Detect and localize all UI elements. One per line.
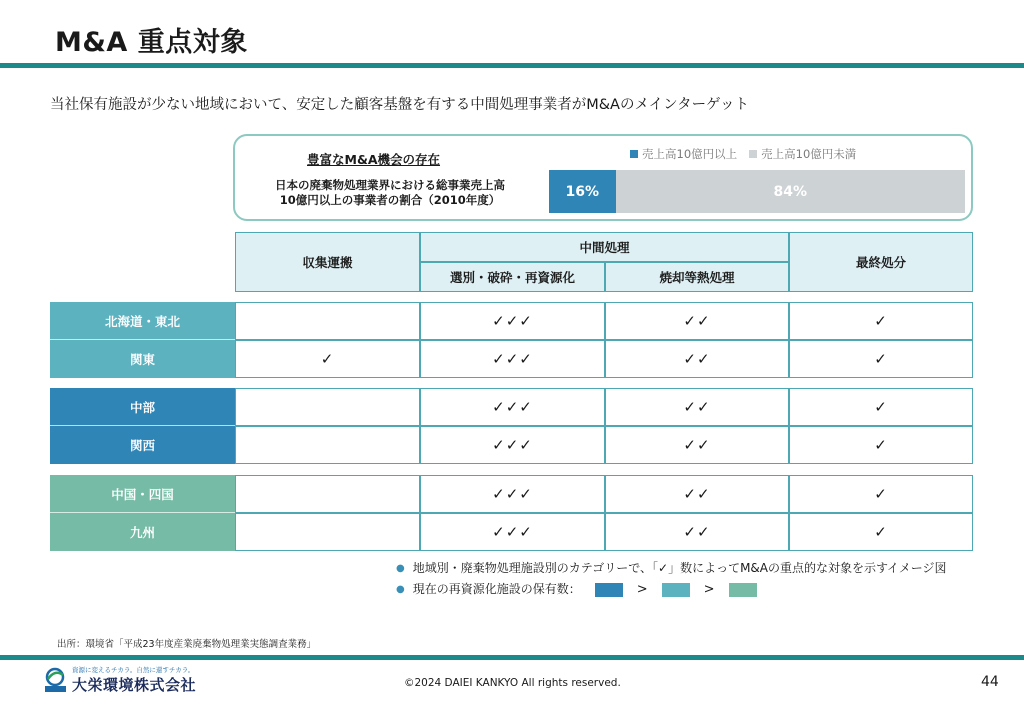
summary-subtitle-line2: 10億円以上の事業者の割合（2010年度） (279, 193, 501, 207)
check-cell-incineration: ✓✓ (605, 513, 789, 551)
note-2 (396, 579, 947, 600)
summary-box (233, 134, 973, 221)
region-label: 北海道・東北 (50, 302, 235, 340)
facility-swatch-3 (729, 583, 757, 597)
notes (396, 558, 947, 600)
summary-subtitle-line1: 日本の廃棄物処理業界における総事業売上高 (275, 178, 505, 192)
check-cell-collection (235, 475, 420, 513)
region-label: 関東 (50, 340, 235, 378)
facility-swatch-2 (662, 583, 690, 597)
check-cell-collection (235, 513, 420, 551)
note-2-text: 現在の再資源化施設の保有数： (412, 582, 581, 596)
region-label: 中部 (50, 388, 235, 426)
legend-label-small: 売上高10億円未満 (761, 147, 857, 161)
copyright: ©2024 DAIEI KANKYO All rights reserved. (404, 677, 621, 689)
legend-item-small (749, 146, 856, 162)
header-final: 最終処分 (789, 232, 973, 292)
check-cell-final: ✓ (789, 475, 973, 513)
legend-item-large (630, 146, 737, 162)
logo-text (72, 665, 196, 695)
check-cell-collection (235, 426, 420, 464)
greater-than-1: > (636, 582, 648, 597)
check-cell-sorting: ✓✓✓ (420, 302, 605, 340)
share-bar-large: 16% (549, 170, 616, 213)
check-cell-sorting: ✓✓✓ (420, 513, 605, 551)
check-cell-final: ✓ (789, 302, 973, 340)
check-cell-sorting: ✓✓✓ (420, 475, 605, 513)
check-cell-collection (235, 302, 420, 340)
check-cell-final: ✓ (789, 388, 973, 426)
check-cell-incineration: ✓✓ (605, 475, 789, 513)
check-cell-sorting: ✓✓✓ (420, 340, 605, 378)
bullet-icon: ● (396, 563, 405, 574)
note-1 (396, 558, 947, 579)
header-divider (0, 63, 1024, 68)
summary-title: 豊富なM&A機会の存在 (307, 152, 441, 167)
page-number: 44 (981, 674, 999, 690)
check-cell-sorting: ✓✓✓ (420, 426, 605, 464)
share-bar-small: 84% (616, 170, 965, 213)
header-incineration: 焼却等熱処理 (605, 262, 789, 292)
legend-label-large: 売上高10億円以上 (642, 147, 738, 161)
bar-legend (630, 146, 856, 162)
region-label: 中国・四国 (50, 475, 235, 513)
legend-swatch-small (749, 150, 757, 158)
greater-than-2: > (703, 582, 715, 597)
source-note: 出所：環境省「平成23年度産業廃棄物処理業実態調査業務」 (57, 639, 317, 650)
region-label: 九州 (50, 513, 235, 551)
check-cell-final: ✓ (789, 426, 973, 464)
check-cell-collection: ✓ (235, 340, 420, 378)
check-cell-final: ✓ (789, 513, 973, 551)
check-cell-collection (235, 388, 420, 426)
note-1-text: 地域別・廃棄物処理施設別のカテゴリーで、「✓」数によってM&Aの重点的な対象を示すイメージ図 (412, 561, 947, 575)
bullet-icon: ● (396, 584, 405, 595)
header-collection: 収集運搬 (235, 232, 420, 292)
summary-subtitle (245, 178, 535, 208)
region-label: 関西 (50, 426, 235, 464)
logo-mark-icon (43, 667, 68, 693)
page-title: M&A 重点対象 (55, 27, 248, 58)
header-intermediate: 中間処理 (420, 232, 789, 262)
legend-swatch-large (630, 150, 638, 158)
footer-divider (0, 655, 1024, 660)
company-logo (43, 665, 196, 695)
check-cell-incineration: ✓✓ (605, 340, 789, 378)
facility-swatch-1 (595, 583, 623, 597)
share-bar (549, 170, 965, 213)
check-cell-incineration: ✓✓ (605, 302, 789, 340)
check-cell-final: ✓ (789, 340, 973, 378)
company-name: 大栄環境株式会社 (72, 676, 197, 694)
logo-tagline: 資源に変えるチカラ。自然に還すチカラ。 (72, 666, 195, 674)
check-cell-incineration: ✓✓ (605, 388, 789, 426)
check-cell-sorting: ✓✓✓ (420, 388, 605, 426)
lead-text: 当社保有施設が少ない地域において、安定した顧客基盤を有する中間処理事業者がM&Aのメインターゲット (50, 97, 749, 113)
check-cell-incineration: ✓✓ (605, 426, 789, 464)
header-sorting: 選別・破砕・再資源化 (420, 262, 605, 292)
